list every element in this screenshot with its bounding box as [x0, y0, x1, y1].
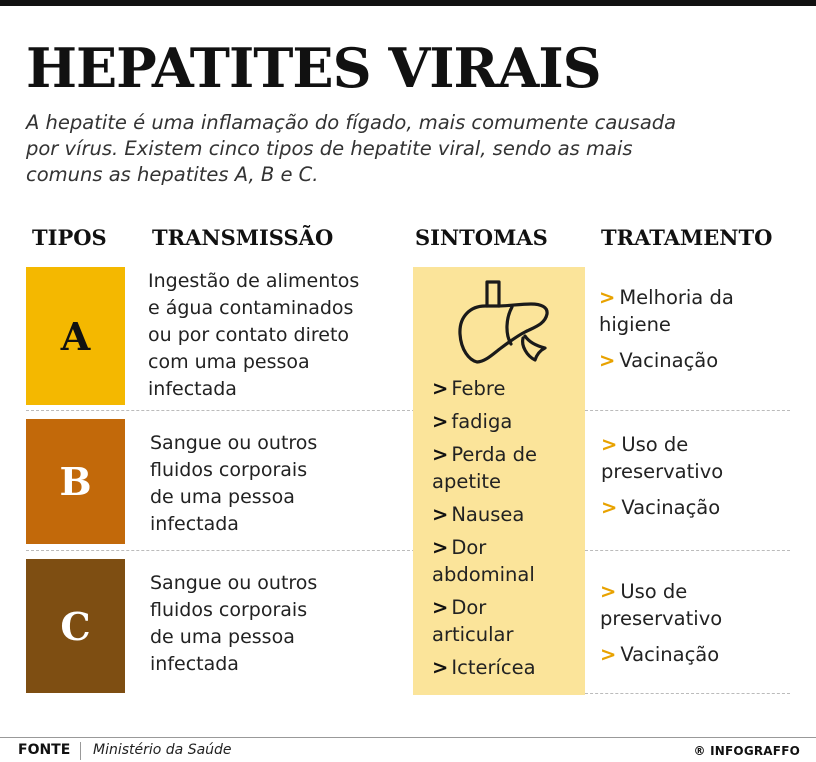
- symptom-item: [432, 441, 582, 495]
- treatment-item: [600, 641, 722, 668]
- arrow-marker: >: [599, 349, 616, 372]
- subtitle-line: por vírus. Existem cinco tipos de hepatite viral, sendo as mais: [26, 137, 633, 160]
- footer-separator: [80, 742, 81, 760]
- treatment-text: Uso de: [621, 433, 689, 456]
- symptom-item: [432, 594, 582, 648]
- row-divider: [26, 410, 415, 411]
- column-header-tratamento: TRATAMENTO: [601, 225, 773, 250]
- transmission-line: de uma pessoa: [150, 486, 295, 508]
- row-divider: [585, 550, 790, 551]
- transmission-line: com uma pessoa: [148, 351, 310, 373]
- symptom-text: Dor: [451, 596, 487, 619]
- arrow-marker: >: [432, 596, 449, 619]
- treatment-item: [601, 431, 723, 485]
- symptom-item: [432, 375, 582, 402]
- arrow-marker: >: [432, 536, 449, 559]
- row-divider: [585, 693, 790, 694]
- symptom-text: Perda de: [451, 443, 537, 466]
- symptom-text: Dor: [451, 536, 487, 559]
- type-box-c: [26, 559, 125, 693]
- type-letter: A: [60, 313, 91, 359]
- symptom-text: abdominal: [432, 563, 535, 586]
- treatment-list-c: [600, 578, 722, 677]
- treatment-item: [599, 347, 734, 374]
- arrow-marker: >: [432, 656, 449, 679]
- arrow-marker: >: [600, 643, 617, 666]
- transmission-line: ou por contato direto: [148, 324, 350, 346]
- credit-logo: ® INFOGRAFFO: [693, 744, 800, 758]
- row-divider: [585, 410, 790, 411]
- transmission-line: Ingestão de alimentos: [148, 270, 360, 292]
- symptom-text: articular: [432, 623, 514, 646]
- column-header-transmissao: TRANSMISSÃO: [152, 225, 334, 250]
- liver-icon: [455, 280, 551, 370]
- column-header-tipos: TIPOS: [32, 225, 107, 250]
- transmission-line: fluidos corporais: [150, 599, 308, 621]
- arrow-marker: >: [432, 443, 449, 466]
- type-box-b: [26, 419, 125, 544]
- top-rule: [0, 0, 816, 6]
- treatment-text: Uso de: [620, 580, 688, 603]
- symptom-item: [432, 408, 582, 435]
- treatment-text: Vacinação: [620, 643, 720, 666]
- source-label: FONTE: [18, 742, 71, 758]
- type-letter: C: [60, 603, 91, 649]
- transmission-line: fluidos corporais: [150, 459, 308, 481]
- column-header-sintomas: SINTOMAS: [415, 225, 548, 250]
- symptom-text: Nausea: [451, 503, 525, 526]
- arrow-marker: >: [432, 503, 449, 526]
- type-letter: B: [59, 459, 92, 504]
- symptoms-list: [432, 375, 582, 687]
- treatment-text: Vacinação: [619, 349, 719, 372]
- arrow-marker: >: [601, 496, 618, 519]
- treatment-item: [601, 494, 723, 521]
- treatment-list-b: [601, 431, 723, 530]
- treatment-text: higiene: [599, 313, 671, 336]
- transmission-text-c: [150, 570, 317, 678]
- arrow-marker: >: [600, 580, 617, 603]
- type-box-a: [26, 267, 125, 405]
- symptom-item: [432, 501, 582, 528]
- treatment-list-a: [599, 284, 734, 383]
- arrow-marker: >: [432, 377, 449, 400]
- row-divider: [26, 550, 415, 551]
- source-value: Ministério da Saúde: [93, 742, 232, 758]
- symptom-item: [432, 654, 582, 681]
- symptom-text: Icterícea: [451, 656, 536, 679]
- transmission-line: infectada: [150, 513, 239, 535]
- transmission-text-b: [150, 430, 317, 538]
- symptom-item: [432, 534, 582, 588]
- treatment-item: [600, 578, 722, 632]
- treatment-text: Vacinação: [621, 496, 721, 519]
- arrow-marker: >: [599, 286, 616, 309]
- arrow-marker: >: [601, 433, 618, 456]
- symptom-text: apetite: [432, 470, 502, 493]
- transmission-line: de uma pessoa: [150, 626, 295, 648]
- transmission-line: infectada: [148, 378, 237, 400]
- treatment-text: Melhoria da: [619, 286, 734, 309]
- transmission-line: Sangue ou outros: [150, 432, 318, 454]
- transmission-line: Sangue ou outros: [150, 572, 318, 594]
- subtitle-line: A hepatite é uma inflamação do fígado, mais comumente causada: [26, 111, 677, 134]
- transmission-line: e água contaminados: [148, 297, 354, 319]
- subtitle-line: comuns as hepatites A, B e C.: [26, 163, 319, 186]
- treatment-item: [599, 284, 734, 338]
- treatment-text: preservativo: [600, 607, 723, 630]
- page-title: HEPATITES VIRAIS: [26, 36, 601, 100]
- symptom-text: Febre: [451, 377, 506, 400]
- transmission-text-a: [148, 268, 359, 403]
- arrow-marker: >: [432, 410, 449, 433]
- treatment-text: preservativo: [601, 460, 724, 483]
- footer-rule: [0, 737, 816, 738]
- symptom-text: fadiga: [451, 410, 513, 433]
- transmission-line: infectada: [150, 653, 239, 675]
- page-subtitle: [26, 110, 746, 188]
